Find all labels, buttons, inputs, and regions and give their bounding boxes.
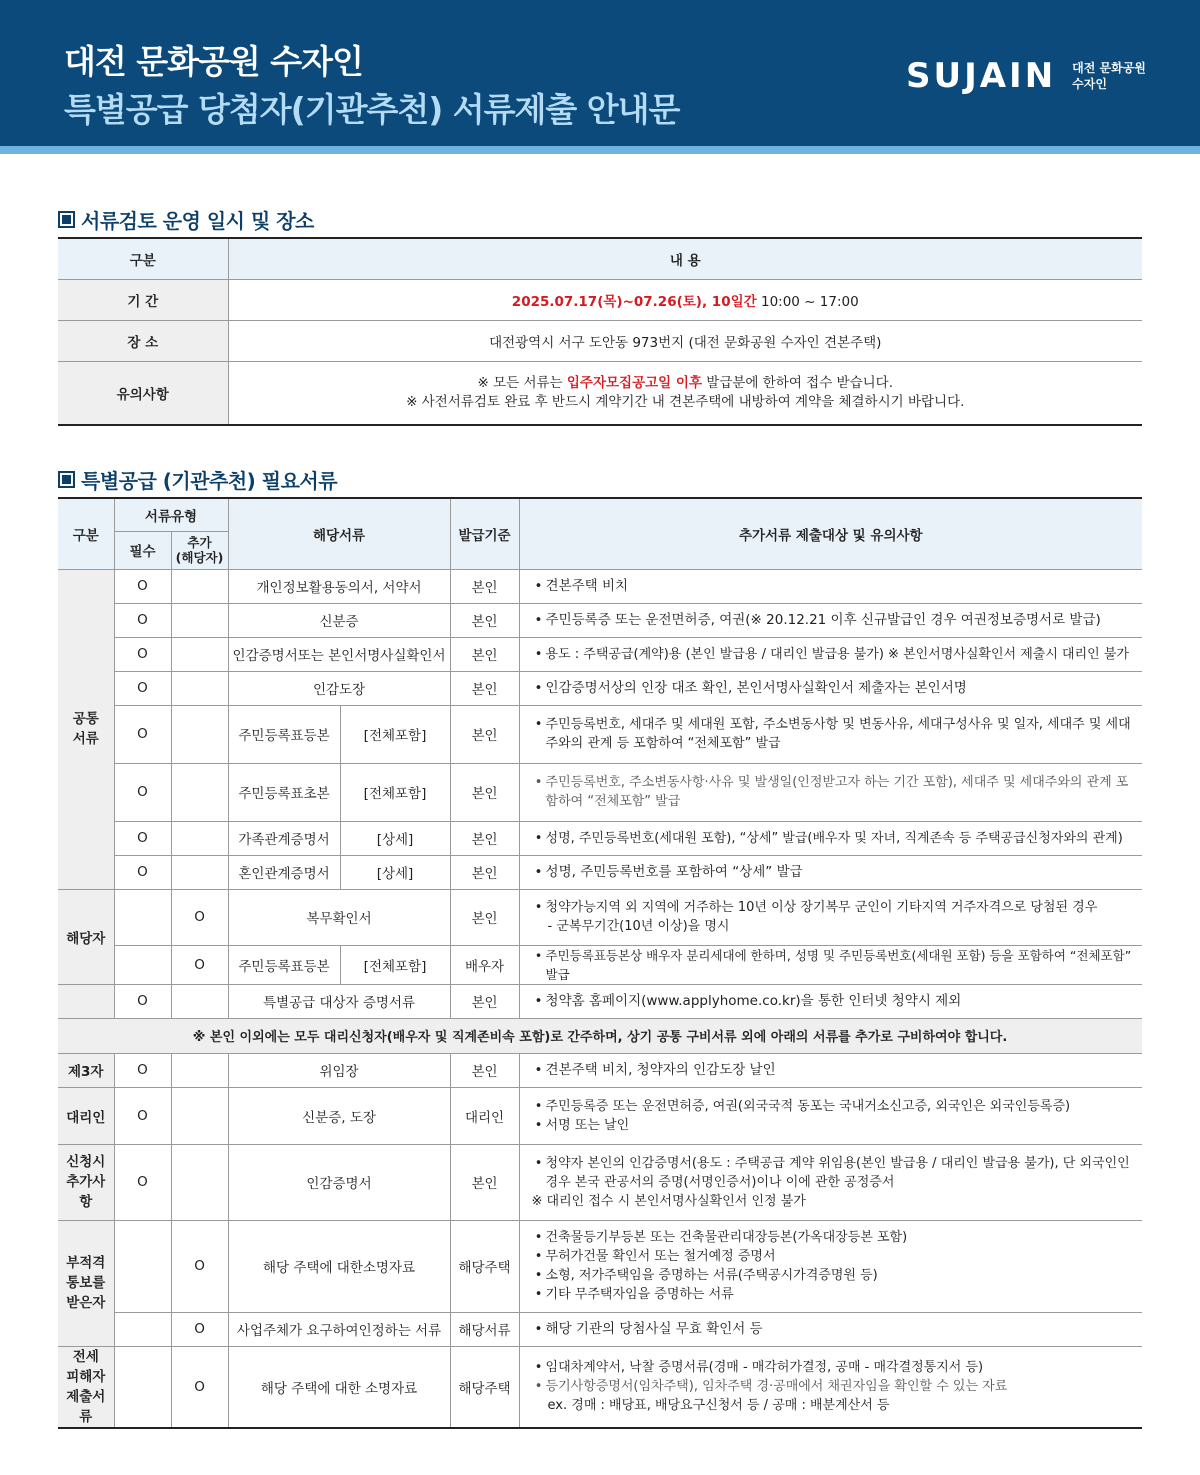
note-line1 — [233, 374, 1139, 393]
cat-applicable: 해당자 — [58, 889, 114, 984]
h-docs: 해당서류 — [228, 498, 450, 569]
section1-title — [58, 205, 314, 234]
sujain-logo — [906, 56, 1146, 96]
cat-jeonse: 전세 피해자 제출서류 — [58, 1346, 114, 1428]
issue-basis: 본인 — [450, 1053, 519, 1087]
extra-mark: O — [171, 889, 228, 945]
page-title-line2: 특별공급 당첨자(기관추천) 서류제출 안내문 — [64, 90, 680, 129]
doc-name: 위임장 — [228, 1053, 450, 1087]
cat-third-party: 제3자 — [58, 1053, 114, 1087]
note-item: • 건축물등기부등본 또는 건축물관리대장등본(가옥대장등본 포함) — [532, 1228, 1139, 1247]
note-item: • 견본주택 비치, 청약자의 인감도장 날인 — [532, 1061, 1139, 1080]
issue-basis: 본인 — [450, 705, 519, 763]
doc-name: 해당 주택에 대한 소명자료 — [228, 1346, 450, 1428]
note-item: • 용도 : 주택공급(계약)용 (본인 발급용 / 대리인 발급용 불가) ※ 본인서명사실확인서 제출시 대리인 불가 — [532, 645, 1139, 664]
logo-subtext — [1072, 60, 1146, 92]
required-mark: O — [114, 1053, 171, 1087]
h-notes: 추가서류 제출대상 및 유의사항 — [519, 498, 1142, 569]
note-label: 유의사항 — [58, 361, 228, 425]
note-value — [228, 361, 1142, 425]
required-mark: O — [114, 671, 171, 705]
doc-name: 해당 주택에 대한소명자료 — [228, 1220, 450, 1312]
logo-sub-line2: 수자인 — [1072, 77, 1107, 91]
doc-name: 가족관계증명서 — [228, 821, 340, 855]
col-header-content: 내 용 — [228, 238, 1142, 279]
required-mark: O — [114, 1144, 171, 1220]
note-item: • 성명, 주민등록번호(세대원 포함), “상세” 발급(배우자 및 자녀, 직계존속 등 주택공급신청자와의 관계) — [532, 829, 1139, 848]
note-item: • 주민등록증 또는 운전면허증, 여권(외국국적 동포는 국내거소신고증, 외국인은 외국인등록증) — [532, 1097, 1139, 1116]
doc-name: 주민등록표등본 — [228, 705, 340, 763]
extra-mark: O — [171, 945, 228, 984]
col-header-category: 구분 — [58, 238, 228, 279]
note-item: • 무허가건물 확인서 또는 철거예정 증명서 — [532, 1247, 1139, 1266]
h-category: 구분 — [58, 498, 114, 569]
note1-post: 발급분에 한하여 접수 받습니다. — [702, 374, 893, 391]
proxy-notice: ※ 본인 이외에는 모두 대리신청자(배우자 및 직계존비속 포함)로 간주하며, 상기 공통 구비서류 외에 아래의 서류를 추가로 구비하여야 합니다. — [58, 1018, 1142, 1053]
doc-name: 주민등록표초본 — [228, 763, 340, 821]
required-mark: O — [114, 821, 171, 855]
note-item: • 소형, 저가주택임을 증명하는 서류(주택공시가격증명원 등) — [532, 1266, 1139, 1285]
note-line2: ※ 사전서류검토 완료 후 반드시 계약기간 내 견본주택에 내방하여 계약을 체결하시기 바랍니다. — [406, 393, 965, 410]
h-issue: 발급기준 — [450, 498, 519, 569]
square-bullet-icon — [58, 471, 75, 488]
note-subitem: - 군복무기간(10년 이상)을 명시 — [547, 919, 730, 934]
issue-basis: 해당주택 — [450, 1346, 519, 1428]
issue-basis: 본인 — [450, 855, 519, 889]
note1-highlight: 입주자모집공고일 이후 — [566, 374, 702, 391]
doc-name: 신분증 — [228, 603, 450, 637]
doc-name: 사업주체가 요구하여인정하는 서류 — [228, 1312, 450, 1346]
note-item: • 임대차계약서, 낙찰 증명서류(경매 - 매각허가결정, 공매 - 매각결정통지서 등) — [532, 1358, 1139, 1377]
issue-basis: 본인 — [450, 671, 519, 705]
doc-spec: [전체포함] — [340, 763, 450, 821]
doc-spec: [전체포함] — [340, 945, 450, 984]
logo-wordmark: SUJAIN — [906, 56, 1057, 96]
required-mark: O — [114, 705, 171, 763]
required-mark: O — [114, 569, 171, 603]
issue-basis: 해당서류 — [450, 1312, 519, 1346]
cat-agent: 대리인 — [58, 1087, 114, 1144]
note-item: • 해당 기관의 당첨사실 무효 확인서 등 — [532, 1320, 1139, 1339]
extra-mark: O — [171, 1220, 228, 1312]
note-item: • 서명 또는 날인 — [532, 1116, 1139, 1135]
doc-name: 인감증명서 — [228, 1144, 450, 1220]
section1-title-text: 서류검토 운영 일시 및 장소 — [81, 209, 314, 233]
note-item: • 주민등록증 또는 운전면허증, 여권(※ 20.12.21 이후 신규발급인 경우 여권정보증명서로 발급) — [532, 611, 1139, 630]
doc-name: 인감도장 — [228, 671, 450, 705]
cat-ineligible: 부적격 통보를 받은자 — [58, 1220, 114, 1346]
note-item: • 청약가능지역 외 지역에 거주하는 10년 이상 장기복무 군인이 기타지역 거주자격으로 당첨된 경우 — [532, 898, 1139, 917]
issue-basis: 본인 — [450, 603, 519, 637]
issue-basis: 본인 — [450, 763, 519, 821]
doc-spec: [상세] — [340, 821, 450, 855]
place-label: 장 소 — [58, 320, 228, 361]
issue-basis: 본인 — [450, 889, 519, 945]
place-value: 대전광역시 서구 도안동 973번지 (대전 문화공원 수자인 견본주택) — [228, 320, 1142, 361]
required-mark: O — [114, 855, 171, 889]
note-item: • 성명, 주민등록번호를 포함하여 “상세” 발급 — [532, 863, 1139, 882]
required-mark: O — [114, 984, 171, 1018]
issue-basis: 본인 — [450, 984, 519, 1018]
documents-table — [58, 497, 1142, 1429]
doc-name: 주민등록표등본 — [228, 945, 340, 984]
note-item: • 주민등록번호, 세대주 및 세대원 포함, 주소변동사항 및 변동사유, 세대구성사유 및 일자, 세대주 및 세대주와의 관계 등 포함하여 “전체포함” 발급 — [532, 715, 1139, 753]
schedule-table — [58, 237, 1142, 426]
square-bullet-icon — [58, 211, 75, 228]
section2-title — [58, 465, 337, 494]
issue-basis: 본인 — [450, 569, 519, 603]
note-remark: ※ 대리인 접수 시 본인서명사실확인서 인정 불가 — [531, 1193, 806, 1209]
note-item: • 주민등록번호, 주소변동사항·사유 및 발생일(인정받고자 하는 기간 포함), 세대주 및 세대주와의 관계 포함하여 “전체포함” 발급 — [532, 773, 1139, 811]
page-title-line1: 대전 문화공원 수자인 — [64, 42, 363, 81]
doc-name: 복무확인서 — [228, 889, 450, 945]
note-item: • 청약홈 홈페이지(www.applyhome.co.kr)을 통한 인터넷 청약시 제외 — [532, 992, 1139, 1011]
note-subitem: ex. 경매 : 배당표, 배당요구신청서 등 / 공매 : 배분계산서 등 — [547, 1398, 890, 1413]
period-dates: 2025.07.17(목)~07.26(토), 10일간 — [511, 293, 757, 310]
issue-basis: 본인 — [450, 821, 519, 855]
issue-basis: 배우자 — [450, 945, 519, 984]
period-label: 기 간 — [58, 279, 228, 320]
h-extra: 추가 (해당자) — [171, 531, 228, 569]
cat-extra: 신청시 추가사항 — [58, 1144, 114, 1220]
doc-name: 인감증명서또는 본인서명사실확인서 — [228, 637, 450, 671]
issue-basis: 대리인 — [450, 1087, 519, 1144]
issue-basis: 해당주택 — [450, 1220, 519, 1312]
doc-spec: [상세] — [340, 855, 450, 889]
period-value — [228, 279, 1142, 320]
doc-name: 혼인관계증명서 — [228, 855, 340, 889]
logo-sub-line1: 대전 문화공원 — [1072, 61, 1146, 75]
note-item: • 등기사항증명서(임차주택), 임차주택 경·공매에서 채권자임을 확인할 수 있는 자료 — [532, 1377, 1139, 1396]
period-time: 10:00 ~ 17:00 — [756, 293, 859, 310]
note-item: • 청약자 본인의 인감증명서(용도 : 주택공급 계약 위임용(본인 발급용 / 대리인 발급용 불가), 단 외국인인 경우 본국 관공서의 증명(서명인증서)이나 이에 관한 공정증서 — [532, 1154, 1139, 1192]
cat-common: 공통 서류 — [58, 569, 114, 889]
h-required: 필수 — [114, 531, 171, 569]
note-item: • 주민등록표등본상 배우자 분리세대에 한하며, 성명 및 주민등록번호(세대원 포함) 등을 포함하여 “전체포함” 발급 — [532, 946, 1139, 984]
required-mark: O — [114, 1087, 171, 1144]
header-stripe — [0, 146, 1200, 154]
doc-spec: [전체포함] — [340, 705, 450, 763]
extra-mark: O — [171, 1346, 228, 1428]
required-mark: O — [114, 637, 171, 671]
doc-name: 개인정보활용동의서, 서약서 — [228, 569, 450, 603]
issue-basis: 본인 — [450, 1144, 519, 1220]
section2-title-text: 특별공급 (기관추천) 필요서류 — [81, 469, 338, 493]
note-item: • 기타 무주택자임을 증명하는 서류 — [532, 1285, 1139, 1304]
doc-name: 신분증, 도장 — [228, 1087, 450, 1144]
note-item: • 견본주택 비치 — [532, 577, 1139, 596]
required-mark: O — [114, 603, 171, 637]
h-doctype: 서류유형 — [114, 498, 228, 531]
note-item: • 인감증명서상의 인장 대조 확인, 본인서명사실확인서 제출자는 본인서명 — [532, 679, 1139, 698]
issue-basis: 본인 — [450, 637, 519, 671]
extra-mark: O — [171, 1312, 228, 1346]
note1-pre: ※ 모든 서류는 — [477, 374, 567, 391]
doc-name: 특별공급 대상자 증명서류 — [228, 984, 450, 1018]
required-mark: O — [114, 763, 171, 821]
